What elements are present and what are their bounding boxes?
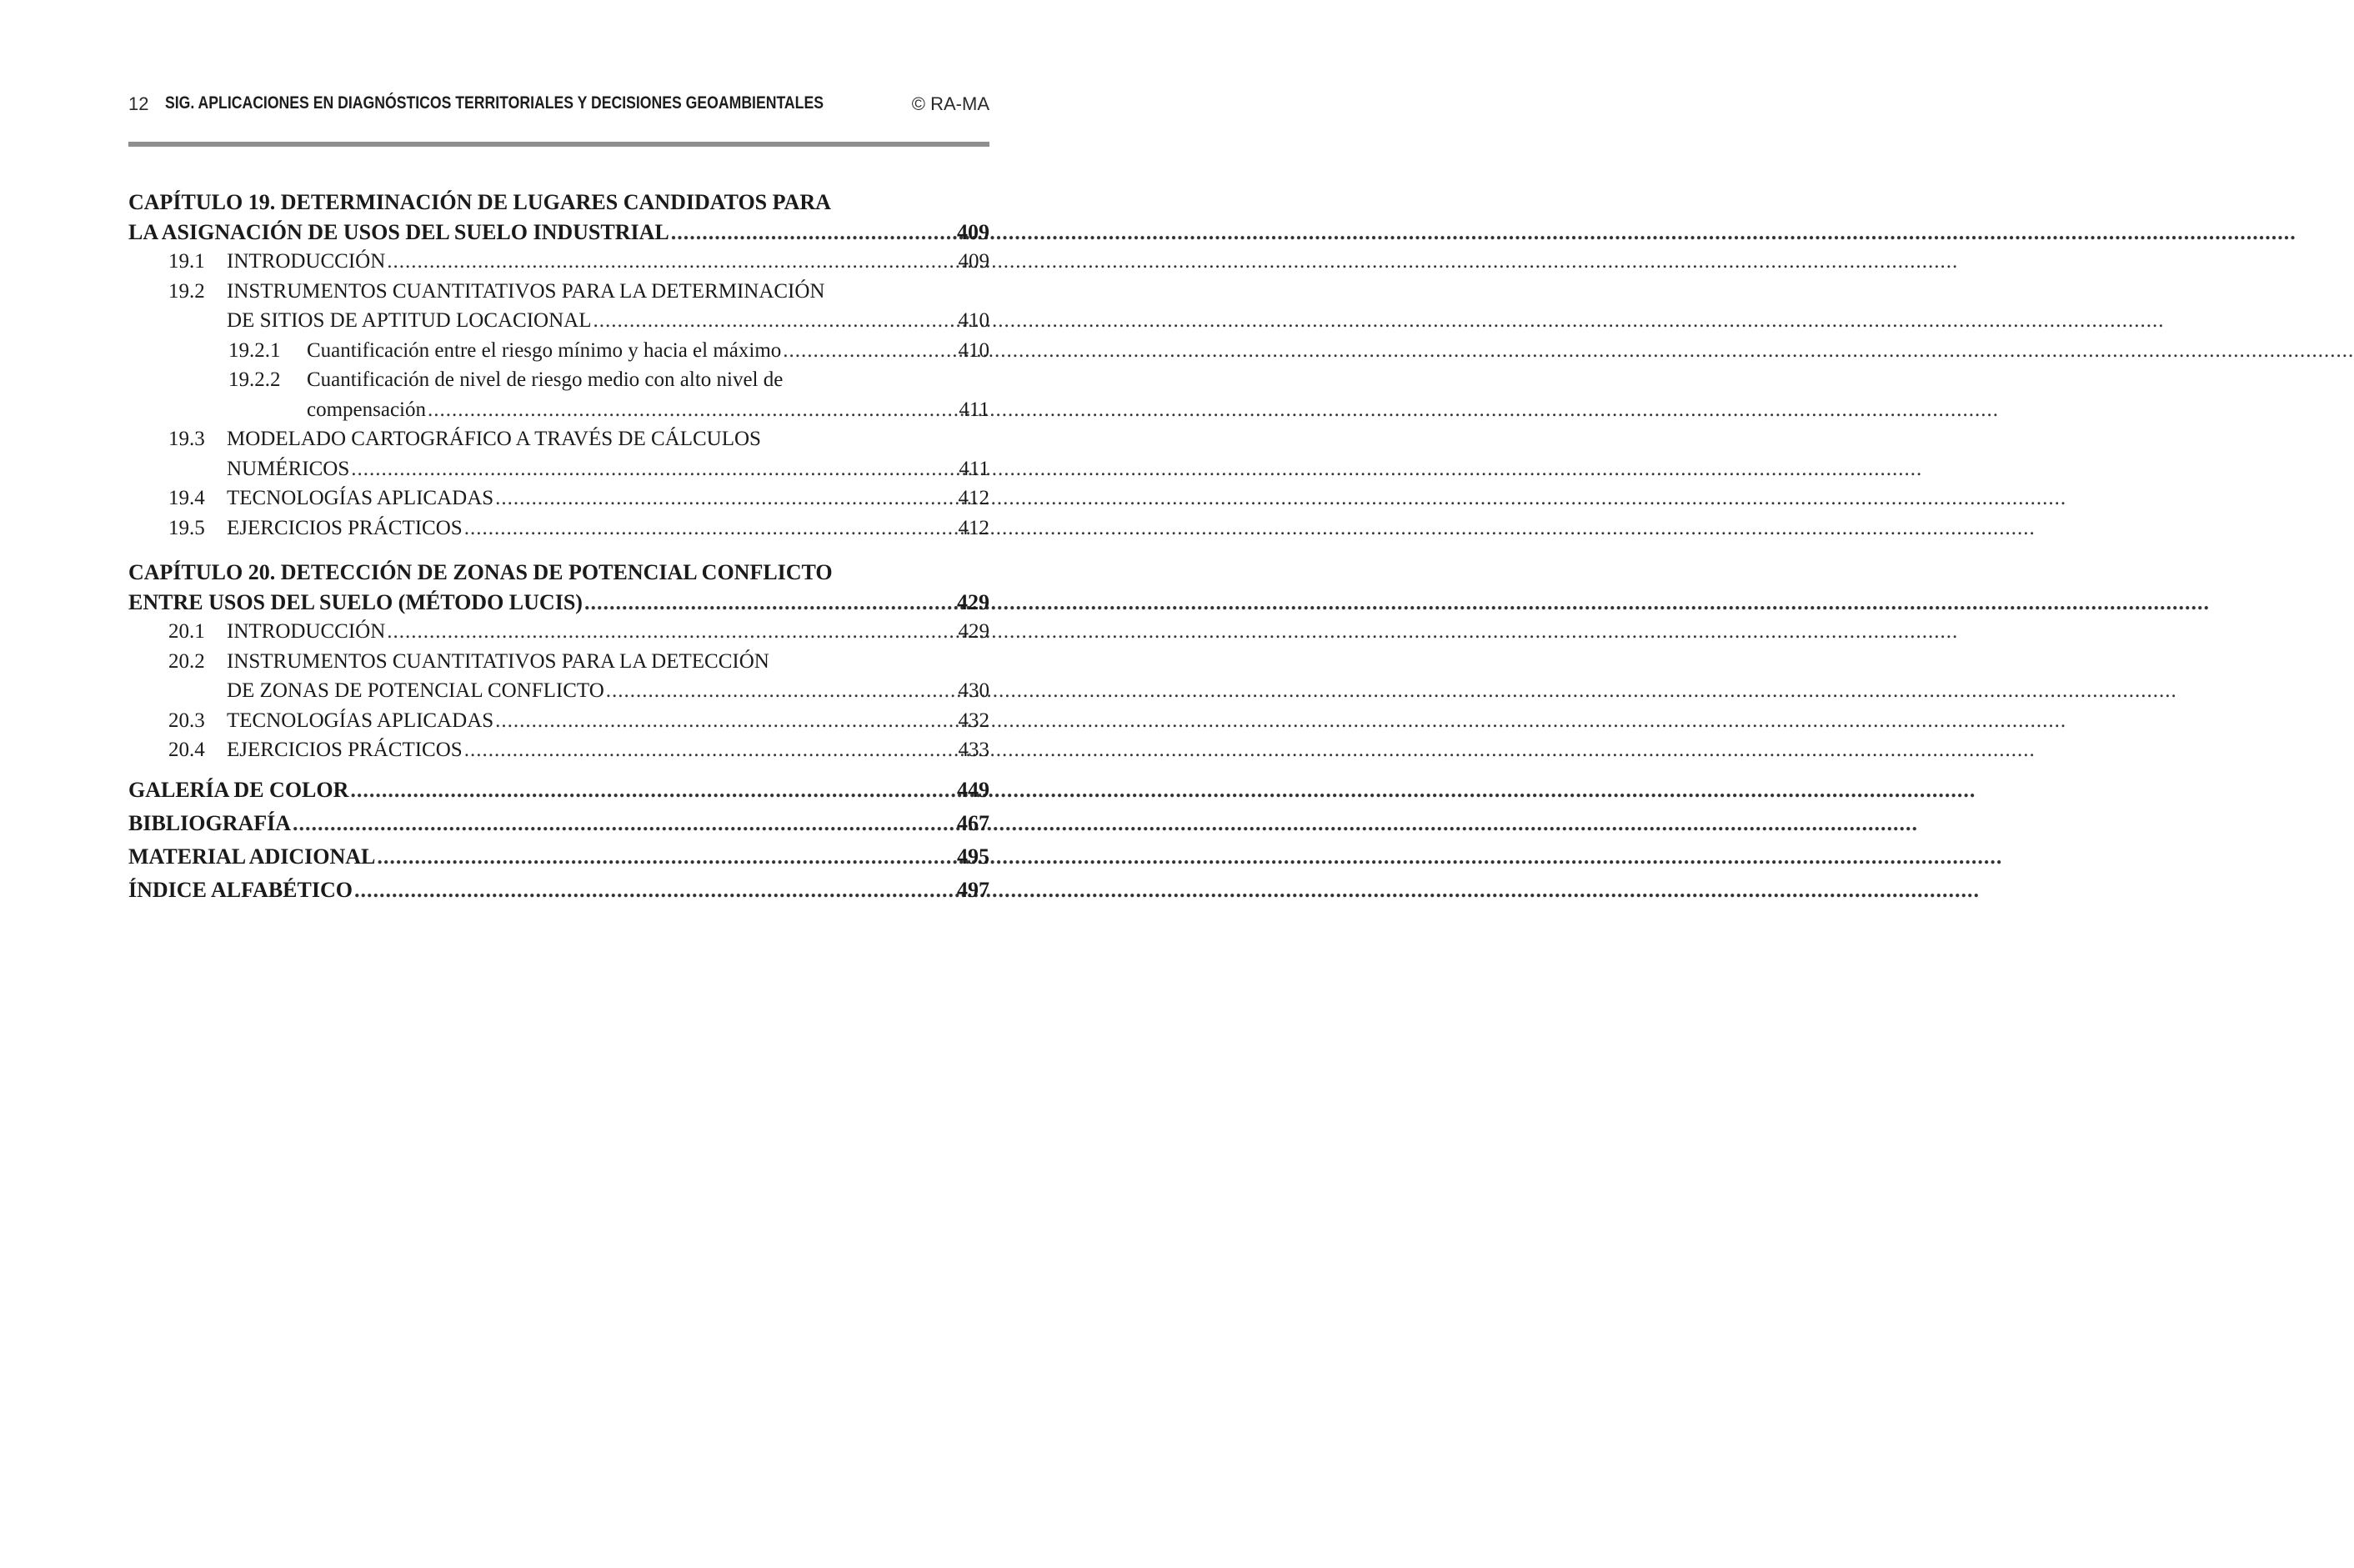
section-number: 19.5 <box>168 516 205 539</box>
leader-dots <box>387 617 956 647</box>
back-matter-title: GALERÍA DE COLOR <box>128 777 349 802</box>
leader-dots <box>464 735 957 765</box>
toc-section-20-2[interactable] <box>128 676 989 706</box>
toc-page-number: 412 <box>958 516 989 539</box>
toc-chapter-19-title: LA ASIGNACIÓN DE USOS DEL SUELO INDUSTRIAL <box>128 219 669 244</box>
toc-back-bibliografia[interactable] <box>128 807 989 840</box>
toc-section-19-5[interactable] <box>128 513 989 544</box>
spacer <box>128 765 989 774</box>
toc-page-number: 429 <box>958 620 989 643</box>
back-matter-title: ÍNDICE ALFABÉTICO <box>128 877 353 902</box>
header-book-title: SIG. APLICACIONES EN DIAGNÓSTICOS TERRITORIALES Y DECISIONES GEOAMBIENTALES <box>165 93 824 113</box>
section-number: 20.2 <box>168 649 205 673</box>
section-title: INSTRUMENTOS CUANTITATIVOS PARA LA DETECCIÓN <box>227 649 769 673</box>
section-title: MODELADO CARTOGRÁFICO A TRAVÉS DE CÁLCULOS <box>227 428 761 450</box>
leader-dots <box>428 395 957 425</box>
leader-dots <box>350 774 955 807</box>
toc-page-number: 412 <box>958 487 989 509</box>
toc-section-20-2-line1[interactable] <box>128 647 989 677</box>
toc-section-19-4[interactable] <box>128 483 989 513</box>
section-number: 19.2.1 <box>228 338 281 362</box>
toc-page-number: 410 <box>958 338 989 362</box>
section-number: 19.1 <box>168 250 205 273</box>
toc-back-indice[interactable] <box>128 874 989 907</box>
section-title-cont: compensación <box>307 398 427 421</box>
toc-page-number: 433 <box>958 739 989 761</box>
section-title: Cuantificación entre el riesgo mínimo y hacia el máximo <box>307 338 782 362</box>
leader-dots <box>464 513 957 544</box>
section-number: 20.3 <box>168 709 205 732</box>
leader-dots <box>293 807 955 840</box>
header-rule <box>128 142 989 147</box>
section-title: Cuantificación de nivel de riesgo medio con alto nivel de <box>307 368 784 391</box>
section-title: TECNOLOGÍAS APLICADAS <box>227 709 494 732</box>
leader-dots <box>593 306 956 336</box>
toc-page-number: 411 <box>959 457 989 480</box>
spacer <box>128 543 989 558</box>
section-title: TECNOLOGÍAS APLICADAS <box>227 487 494 509</box>
section-number: 20.1 <box>168 620 205 643</box>
section-title-cont: NUMÉRICOS <box>227 457 350 480</box>
toc-chapter-19-line1[interactable]: CAPÍTULO 19. DETERMINACIÓN DE LUGARES CANDIDATOS PARA <box>128 190 831 214</box>
toc-back-material[interactable] <box>128 840 989 874</box>
toc-section-19-2[interactable] <box>128 306 989 336</box>
leader-dots <box>354 874 955 907</box>
toc-page-number: 432 <box>958 709 989 732</box>
toc-section-19-2-1[interactable] <box>128 336 989 366</box>
section-number: 20.4 <box>168 739 205 761</box>
running-header <box>128 90 989 120</box>
toc-section-19-1[interactable] <box>128 247 989 277</box>
section-title: INTRODUCCIÓN <box>227 250 386 273</box>
toc-page-number: 430 <box>958 679 989 702</box>
toc-page-number: 449 <box>957 777 989 802</box>
section-title-cont: DE SITIOS DE APTITUD LOCACIONAL <box>227 309 592 332</box>
toc-section-19-2-2-line1[interactable] <box>128 365 989 395</box>
back-matter-title: BIBLIOGRAFÍA <box>128 810 292 835</box>
toc-page-number: 429 <box>957 589 989 614</box>
toc-chapter-19[interactable] <box>128 218 989 248</box>
section-title: INSTRUMENTOS CUANTITATIVOS PARA LA DETERMINACIÓN <box>227 279 825 303</box>
toc-section-20-3[interactable] <box>128 706 989 736</box>
leader-dots <box>783 336 956 366</box>
section-title: EJERCICIOS PRÁCTICOS <box>227 739 463 761</box>
leader-dots <box>351 454 957 484</box>
toc-back-galeria[interactable] <box>128 774 989 807</box>
toc-section-20-1[interactable] <box>128 617 989 647</box>
section-number: 19.3 <box>168 428 205 450</box>
toc-section-19-2-line1[interactable] <box>128 277 989 307</box>
toc-page-number: 497 <box>957 877 989 902</box>
leader-dots <box>606 676 957 706</box>
toc-page-number: 411 <box>959 398 989 421</box>
section-number: 19.4 <box>168 487 205 509</box>
leader-dots <box>495 706 956 736</box>
leader-dots <box>377 840 955 874</box>
header-page-number: 12 <box>128 93 149 114</box>
leader-dots <box>584 588 955 618</box>
section-number: 19.2.2 <box>228 368 281 391</box>
section-title-cont: DE ZONAS DE POTENCIAL CONFLICTO <box>227 679 604 702</box>
toc-section-19-2-2[interactable] <box>128 395 989 425</box>
leader-dots <box>671 218 955 248</box>
back-matter-title: MATERIAL ADICIONAL <box>128 844 376 869</box>
table-of-contents <box>128 188 989 907</box>
toc-page-number: 467 <box>957 810 989 835</box>
toc-chapter-20-line1[interactable]: CAPÍTULO 20. DETECCIÓN DE ZONAS DE POTENCIAL CONFLICTO <box>128 560 833 584</box>
header-publisher: © RA-MA <box>911 93 989 114</box>
toc-chapter-20-title: ENTRE USOS DEL SUELO (MÉTODO LUCIS) <box>128 589 583 614</box>
toc-page-number: 409 <box>958 250 989 273</box>
toc-section-20-4[interactable] <box>128 735 989 765</box>
toc-section-19-3-line1[interactable] <box>128 424 989 454</box>
toc-page-number: 409 <box>957 219 989 244</box>
section-number: 19.2 <box>168 279 205 303</box>
section-title: EJERCICIOS PRÁCTICOS <box>227 516 463 539</box>
section-title: INTRODUCCIÓN <box>227 620 386 643</box>
leader-dots <box>387 247 956 277</box>
toc-chapter-20[interactable] <box>128 588 989 618</box>
toc-page-number: 410 <box>958 309 989 332</box>
leader-dots <box>495 483 956 513</box>
toc-page-number: 495 <box>957 844 989 869</box>
toc-section-19-3[interactable] <box>128 454 989 484</box>
